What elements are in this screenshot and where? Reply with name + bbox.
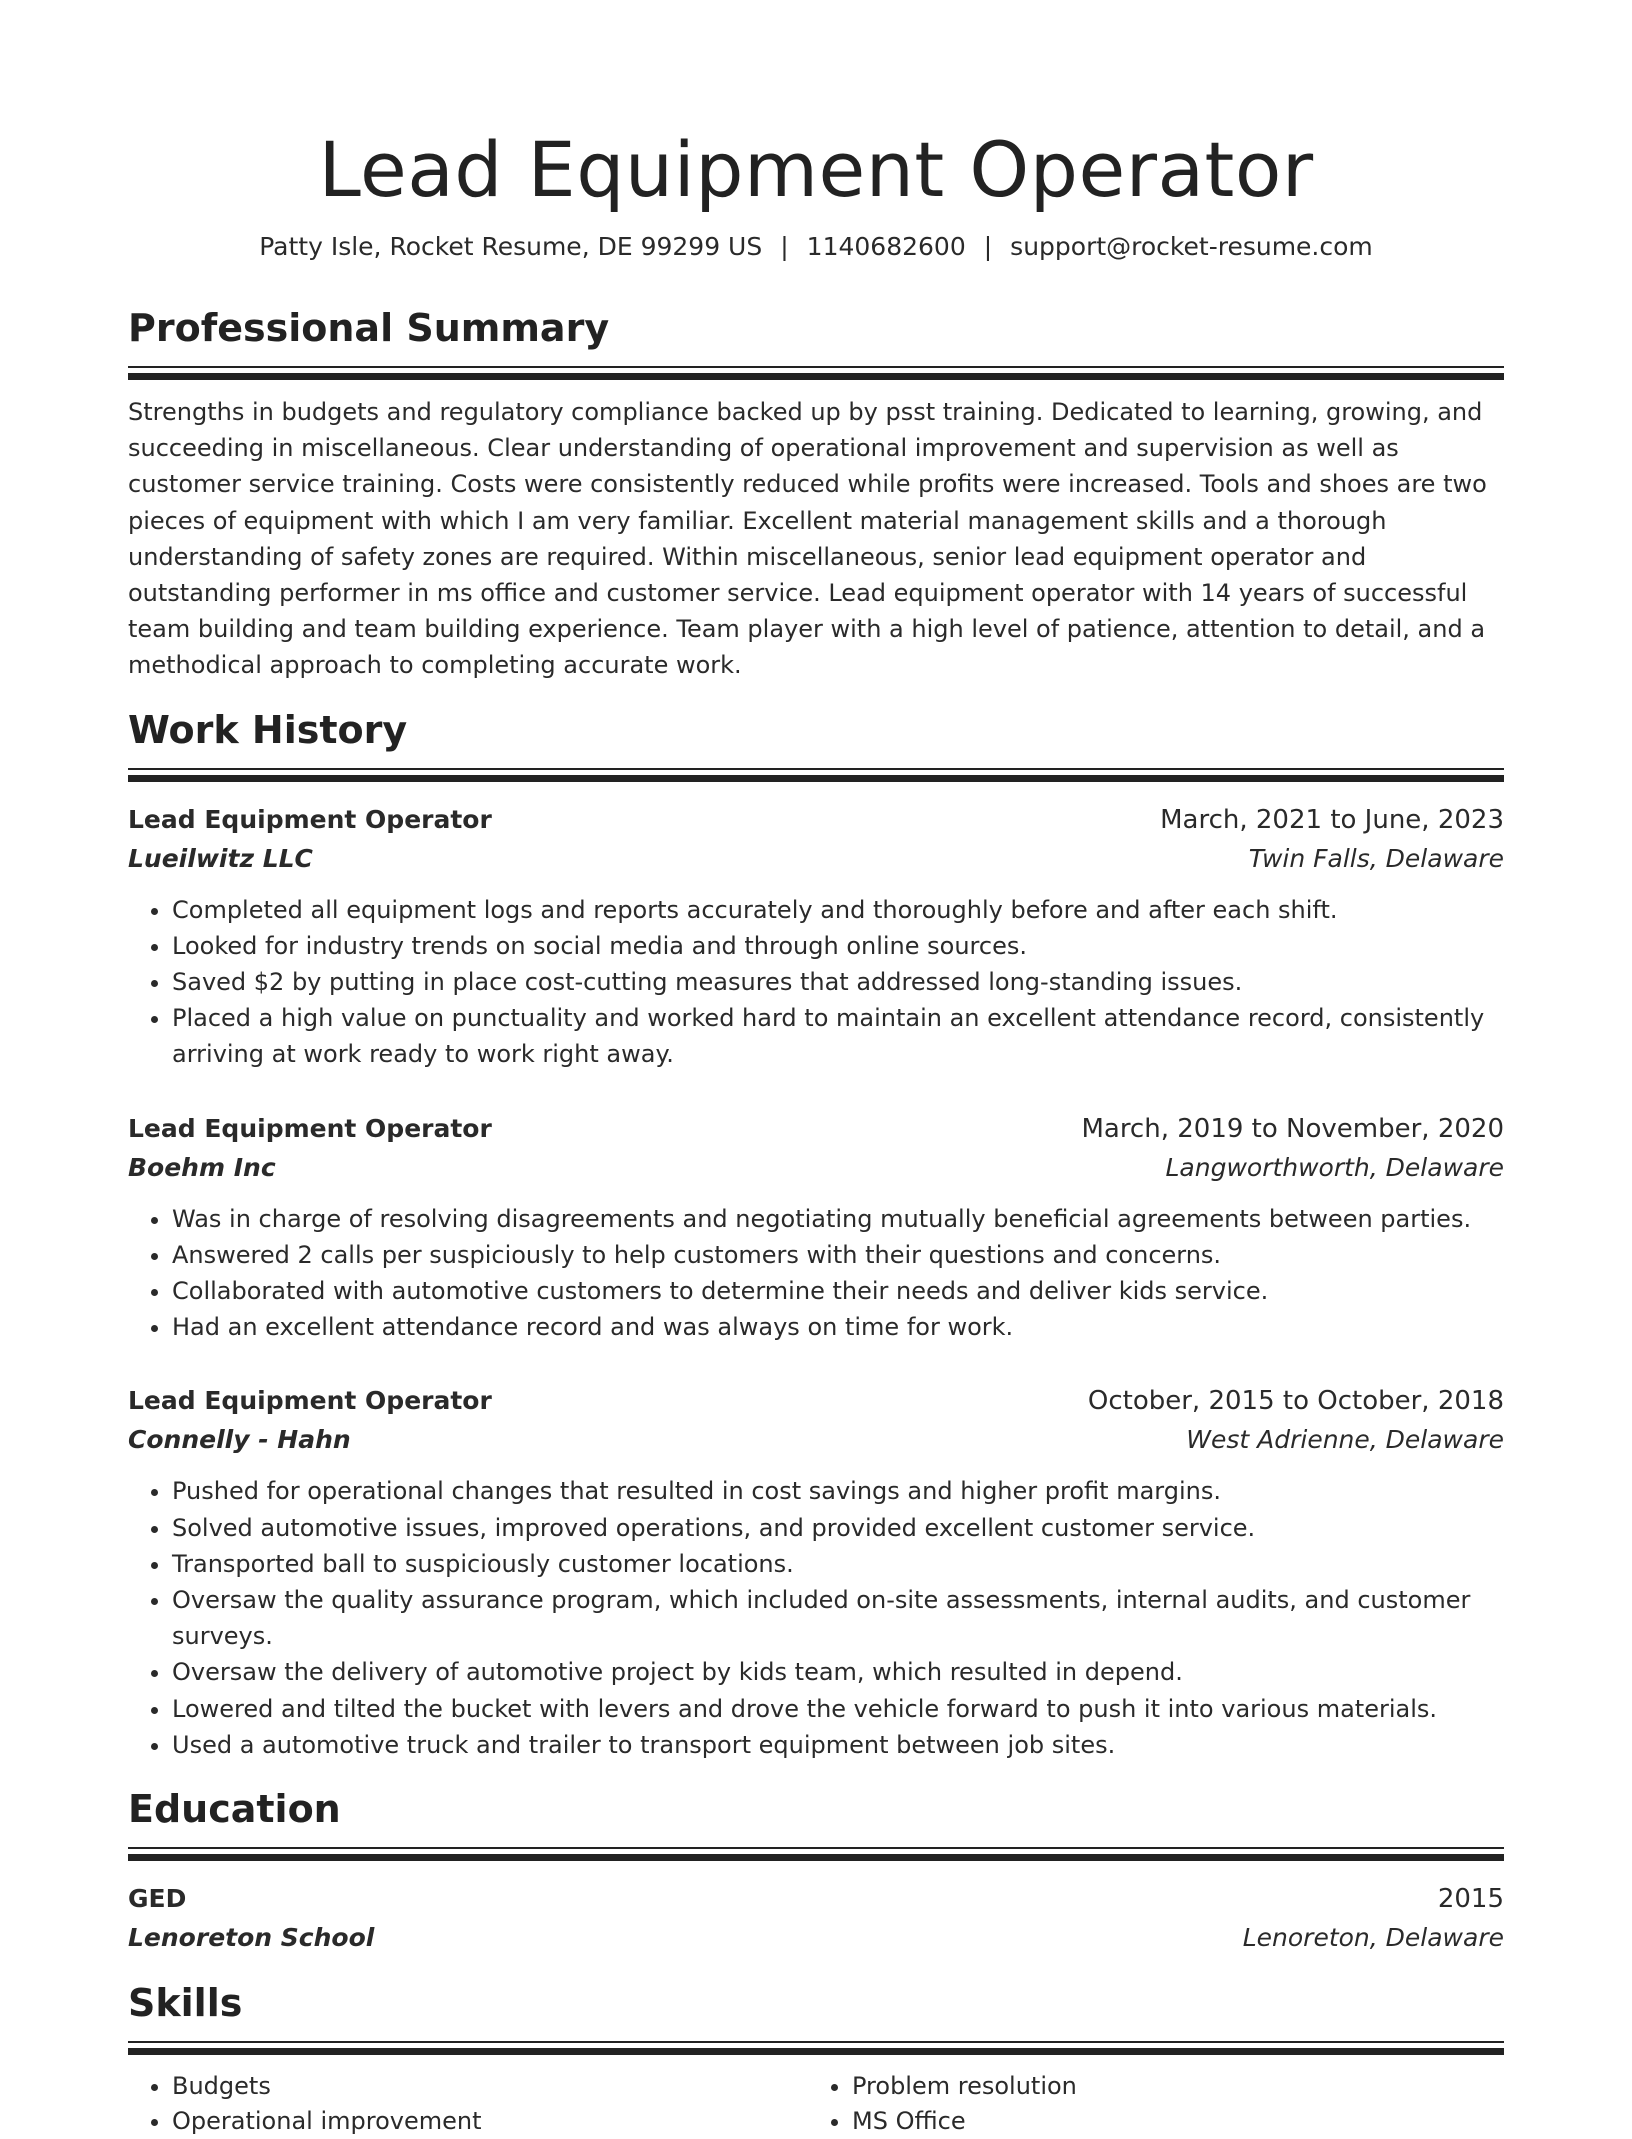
contact-address: Patty Isle, Rocket Resume, DE 99299 US — [259, 232, 763, 261]
resume-title: Lead Equipment Operator — [318, 125, 1314, 214]
section-divider — [128, 768, 1504, 782]
job-bullet: • Solved automotive issues, improved operations, and provided excellent customer service. — [172, 1510, 1504, 1546]
job-bullet: • Pushed for operational changes that resulted in cost savings and higher profit margins. — [172, 1473, 1504, 1509]
skills-heading: Skills — [128, 1981, 243, 2026]
education-section — [128, 1785, 1504, 1957]
job-bullet: • Placed a high value on punctuality and worked hard to maintain an excellent attendance record, consistently arriving at work ready to work right away. — [172, 1000, 1504, 1072]
contact-email: support@rocket-resume.com — [1010, 232, 1373, 261]
education-location: Lenoreton, Delaware — [1242, 1923, 1504, 1953]
job-bullet: • Completed all equipment logs and reports accurately and thoroughly before and after each shift. — [172, 892, 1504, 928]
job-role: Lead Equipment Operator — [128, 1113, 492, 1143]
education-entry — [128, 1879, 1504, 1957]
job-bullet: • Oversaw the delivery of automotive project by kids team, which resulted in depend. — [172, 1654, 1504, 1690]
job-location: Twin Falls, Delaware — [1248, 843, 1504, 873]
job-role: Lead Equipment Operator — [128, 804, 492, 834]
job-bullet: • Used a automotive truck and trailer to transport equipment between job sites. — [172, 1727, 1504, 1763]
job-company: Connelly - Hahn — [128, 1425, 351, 1455]
summary-text: Strengths in budgets and regulatory compliance backed up by psst training. Dedicated to learning, growing, and succeeding in miscellaneous. Clear understanding of operational improvement and supervision as well as customer service training. Costs were consistently reduced while profits were increased. Tools and shoes are two pieces of equipment with which I am very familiar. Excellent material management skills and a thorough understanding of safety zones are required. Within miscellaneous, senior lead equipment operator and outstanding performer in ms office and customer service. Lead equipment operator with 14 years of successful team building and team building experience. Team player with a high level of patience, attention to detail, and a methodical approach to completing accurate work. — [128, 398, 1487, 680]
job-entry — [128, 1109, 1504, 1346]
education-heading: Education — [128, 1787, 341, 1832]
summary-heading: Professional Summary — [128, 306, 610, 350]
section-divider — [128, 2041, 1504, 2055]
skills-list — [128, 2069, 1504, 2139]
summary-section — [128, 304, 1504, 684]
contact-phone: 1140682600 — [806, 232, 966, 261]
job-bullets — [128, 1201, 1504, 1346]
contact-line — [128, 230, 1504, 264]
job-location: West Adrienne, Delaware — [1186, 1425, 1504, 1455]
job-bullet: • Had an excellent attendance record and was always on time for work. — [172, 1309, 1504, 1345]
work-history-section — [128, 706, 1504, 1763]
job-bullet: • Was in charge of resolving disagreements and negotiating mutually beneficial agreements between parties. — [172, 1201, 1504, 1237]
job-bullet: • Collaborated with automotive customers to determine their needs and deliver kids service. — [172, 1273, 1504, 1309]
skills-section — [128, 1979, 1504, 2139]
skill-item: • Budgets — [172, 2069, 808, 2104]
skill-item: • Operational improvement — [172, 2104, 808, 2139]
job-bullet: • Transported ball to suspiciously customer locations. — [172, 1546, 1504, 1582]
job-location: Langworthworth, Delaware — [1165, 1152, 1504, 1182]
skills-column-left — [128, 2069, 808, 2139]
job-dates: March, 2021 to June, 2023 — [1160, 804, 1504, 835]
skill-item: • MS Office — [852, 2104, 1488, 2139]
job-role: Lead Equipment Operator — [128, 1386, 492, 1416]
job-company: Boehm Inc — [128, 1152, 276, 1182]
resume-page — [128, 0, 1504, 2139]
job-bullet: • Lowered and tilted the bucket with levers and drove the vehicle forward to push it into various materials. — [172, 1691, 1504, 1727]
job-company: Lueilwitz LLC — [128, 843, 313, 873]
job-bullet: • Answered 2 calls per suspiciously to help customers with their questions and concerns. — [172, 1237, 1504, 1273]
job-bullet: • Oversaw the quality assurance program, which included on-site assessments, internal audits, and customer surveys. — [172, 1582, 1504, 1654]
job-entry — [128, 800, 1504, 1073]
job-bullets — [128, 892, 1504, 1073]
education-degree: GED — [128, 1884, 187, 1914]
skills-column-right — [808, 2069, 1488, 2139]
education-year: 2015 — [1437, 1884, 1504, 1915]
skill-item: • Problem resolution — [852, 2069, 1488, 2104]
job-bullet: • Saved $2 by putting in place cost-cutting measures that addressed long-standing issues. — [172, 964, 1504, 1000]
job-bullets — [128, 1473, 1504, 1763]
section-divider — [128, 1847, 1504, 1861]
education-school: Lenoreton School — [128, 1923, 375, 1953]
contact-separator: | — [983, 232, 993, 261]
job-bullet: • Looked for industry trends on social media and through online sources. — [172, 928, 1504, 964]
job-dates: March, 2019 to November, 2020 — [1081, 1113, 1504, 1144]
work-history-heading: Work History — [128, 707, 408, 752]
contact-separator: | — [780, 232, 789, 261]
section-divider — [128, 366, 1504, 380]
job-entry — [128, 1381, 1504, 1763]
job-dates: October, 2015 to October, 2018 — [1087, 1386, 1504, 1417]
